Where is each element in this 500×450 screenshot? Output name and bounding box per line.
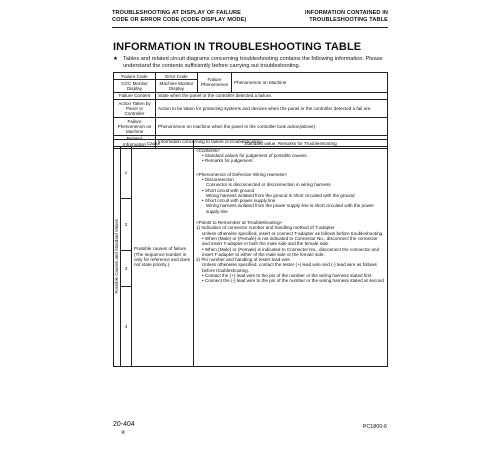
point-2-sub: Unless otherwise specified, contact the tester (+) lead wire and (-) lead wire as follows before troubleshooting.: [202, 262, 377, 273]
point-2: 2) Pin number and handling of tester lead wire: [196, 257, 290, 263]
list-item: • Disconnection: [202, 176, 234, 182]
list-item: • Standard values for judgement of possible causes.: [202, 153, 308, 159]
wiring-head: <Phenomenon of Defective Wiring Harness>: [196, 171, 287, 177]
row-text: Phenomenon on machine when the panel or the controller took action(above).: [156, 118, 388, 136]
col-error-code: Error Code: [156, 73, 198, 80]
cause-table: [113, 139, 388, 367]
intro-line2: understand the contents sufficiently before carrying out troubleshooting.: [123, 63, 301, 69]
cause-number: 1: [121, 147, 132, 199]
page-number: 20-404: [113, 421, 135, 428]
points-head: <Points to Remember at Troubleshooting>: [196, 220, 283, 226]
revision-mark-icon: ⑥: [121, 430, 126, 436]
point-1: 1) Indication of connector number and handling method of T-adapter: [196, 225, 335, 231]
page-title: INFORMATION IN TROUBLESHOOTING TABLE: [113, 41, 362, 53]
table-row: [114, 100, 388, 118]
header-left-line2: CODE OR ERROR CODE (CODE DISPLAY MODE): [112, 17, 247, 23]
list-item: • Short circuit with ground: [202, 187, 255, 193]
header-right: [305, 10, 388, 24]
row-text: State when the panel or the controller detected a failure.: [156, 92, 388, 99]
list-item-sub: Wiring harness isolated from the ground is short circuited with the ground: [206, 192, 355, 198]
list-item: • When (Male) or (Female) is not indicated to Connector No., disconnect the connector and insert T-adapter in both the male side and the female side.: [202, 235, 378, 247]
row-label: Failure Phenomenon on Machine: [114, 118, 156, 136]
header-left-line1: TROUBLESHOOTING AT DISPLAY OF FAILURE: [112, 10, 241, 16]
side-label-cell: [114, 147, 121, 367]
table-row: [114, 118, 388, 136]
list-item: • Connect the (-) lead wire to the pin of the number or the wiring harness stated at second: [202, 278, 384, 284]
cause-description: [132, 147, 194, 367]
cause-note: (The sequence number is only for reference and does not state priority.): [134, 251, 190, 268]
list-item: • When (Male) or (Female) is indicated to Connector No., disconnect the connector and insert T-adapter to either of the male side or the female side.: [202, 246, 380, 257]
row-label: Failure Content: [114, 92, 156, 99]
col-failure-phenomenon: Failure Phenomenon: [198, 73, 232, 93]
header-left: [112, 10, 246, 24]
list-item-sub: Wiring harness isolated from the power supply line is short circuited with the power supply line: [206, 203, 375, 214]
col-phenomenon-on-machine: Phenomenon on Machine: [232, 73, 388, 93]
point-1-sub: Unless otherwise specified, insert or connect T-adapter as follows before troubleshooting.: [202, 230, 384, 236]
model-number: PC1800-6: [362, 424, 387, 430]
list-item: • Contact the (+) lead wire to the pin of the number or the wiring harness stated first: [202, 273, 372, 279]
contents-head: <Contents>: [196, 147, 220, 153]
cause-number: 3: [121, 251, 132, 287]
header-right-line1: INFORMATION CONTAINED IN: [305, 10, 388, 16]
col-failure-code: Failure Code: [114, 73, 156, 80]
header-cause: Cause: [114, 140, 194, 147]
row-text: Information concerning to failure or troubleshooting.: [156, 135, 388, 148]
machine-monitor-display: Machine Monitor Display: [156, 80, 198, 93]
list-item-sub: Connector is disconnected or disconnection in wiring harness: [206, 182, 331, 188]
cause-number: 2: [121, 199, 132, 251]
side-label: Possible Causes and Standard Values: [114, 219, 119, 295]
info-table: [113, 72, 388, 149]
table-row: [114, 92, 388, 99]
list-item: • Short circuit with power supply line: [202, 198, 276, 204]
intro-text: [113, 56, 388, 70]
row-text: Action to be taken for protecting systems and devices when the panel or the controller detected a fail are.: [156, 100, 388, 118]
cause-number: 4: [121, 287, 132, 367]
cgc-monitor-display: CGC Monitor Display: [114, 80, 156, 93]
intro-line1: Tables and related circuit diagrams concerning troubleshooting contains the following information. Please: [123, 56, 383, 62]
row-label: Related Information: [114, 135, 156, 148]
cause-title: Possible causes of failure: [134, 246, 187, 252]
header-divider: [112, 27, 388, 28]
header-standard: Standard value. Remarks for Troubleshooting: [194, 140, 388, 147]
remarks-cell: [194, 147, 388, 367]
row-label: Action Taken by Panel or Controller: [114, 100, 156, 118]
list-item: • Remarks for judgement: [202, 158, 253, 164]
star-icon: ★: [113, 56, 119, 62]
header-right-line2: TROUBLESHOOTING TABLE: [309, 17, 388, 23]
